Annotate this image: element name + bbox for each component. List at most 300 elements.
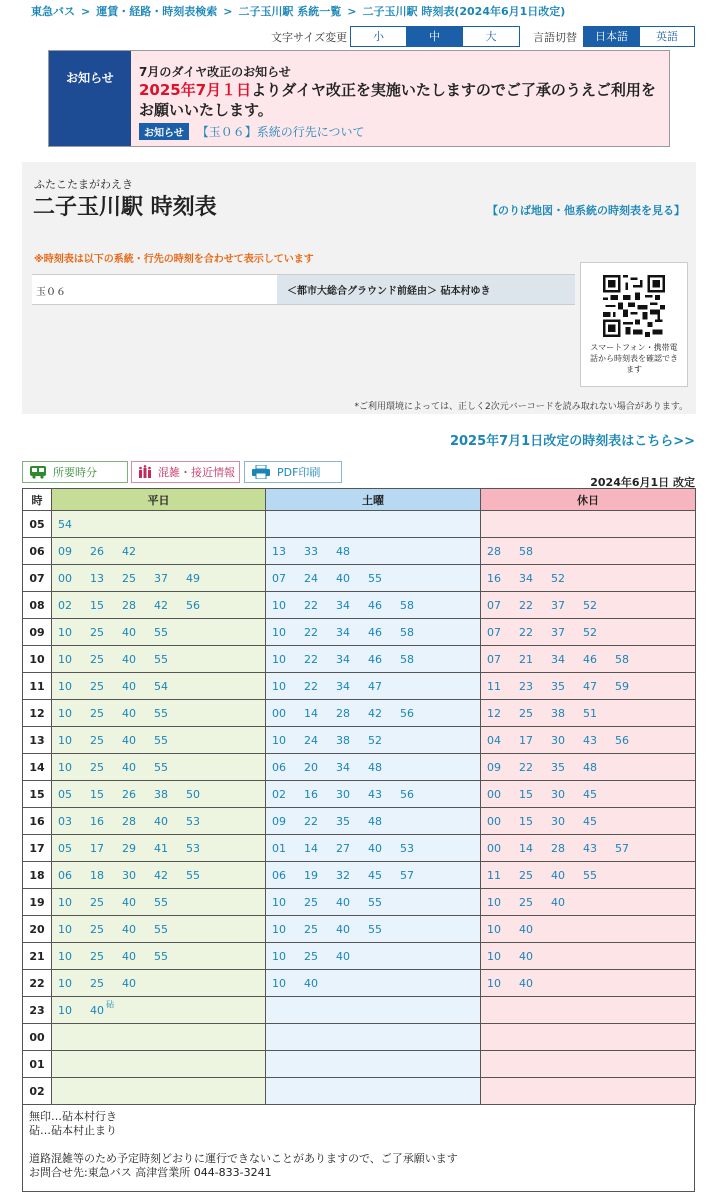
departure-minute[interactable]: 10 xyxy=(487,976,501,990)
departure-minute[interactable]: 18 xyxy=(90,868,104,882)
timetable xyxy=(22,488,696,1105)
departure-minute[interactable]: 40 xyxy=(336,571,350,585)
departure-minute[interactable]: 34 xyxy=(336,652,350,666)
table-row xyxy=(23,1051,696,1078)
departure-minute[interactable]: 00 xyxy=(487,814,501,828)
holiday-cell xyxy=(481,700,696,727)
departure-minute[interactable]: 10 xyxy=(58,1003,72,1017)
saturday-cell xyxy=(266,943,481,970)
departure-minute[interactable]: 10 xyxy=(58,760,72,774)
weekday-cell xyxy=(52,538,266,565)
departure-minute[interactable]: 56 xyxy=(400,706,414,720)
departure-minute[interactable]: 14 xyxy=(304,706,318,720)
departure-minute[interactable]: 43 xyxy=(583,733,597,747)
table-row xyxy=(23,727,696,754)
departure-minute[interactable]: 10 xyxy=(487,922,501,936)
departure-minute[interactable]: 46 xyxy=(583,652,597,666)
notice-date: 2025年7月１日 xyxy=(139,81,252,99)
departure-minute[interactable]: 10 xyxy=(487,949,501,963)
departure-minute[interactable]: 54 xyxy=(58,517,72,531)
departure-minute[interactable]: 56 xyxy=(400,787,414,801)
table-row xyxy=(23,970,696,997)
departure-minute[interactable]: 37 xyxy=(154,571,168,585)
departure-minute[interactable]: 25 xyxy=(304,895,318,909)
departure-minute[interactable]: 10 xyxy=(272,949,286,963)
departure-minute[interactable]: 47 xyxy=(368,679,382,693)
new-timetable-link[interactable]: 2025年7月1日改定の時刻表はこちら>> xyxy=(449,434,695,449)
qr-code-icon xyxy=(603,275,665,337)
departure-minute[interactable]: 04 xyxy=(487,733,501,747)
departure-minute[interactable]: 01 xyxy=(272,841,286,855)
font-size-small-button[interactable]: 小 xyxy=(351,27,407,46)
departure-minute[interactable]: 05 xyxy=(58,841,72,855)
departure-minute[interactable]: 40 xyxy=(122,922,136,936)
notice-title: 7月のダイヤ改正のお知らせ xyxy=(139,65,291,79)
departure-minute[interactable]: 55 xyxy=(154,706,168,720)
hour-cell: 21 xyxy=(23,943,52,970)
saturday-cell xyxy=(266,511,481,538)
hour-cell: 19 xyxy=(23,889,52,916)
departure-minute[interactable]: 29 xyxy=(122,841,136,855)
departure-minute[interactable]: 30 xyxy=(551,814,565,828)
departure-minute[interactable]: 40 xyxy=(122,976,136,990)
departure-minute[interactable]: 24 xyxy=(304,571,318,585)
departure-minute[interactable]: 40 xyxy=(519,949,533,963)
holiday-cell xyxy=(481,511,696,538)
chevron-right-icon: > xyxy=(81,5,91,18)
departure-minute[interactable]: 30 xyxy=(336,787,350,801)
weekday-cell xyxy=(52,943,266,970)
map-link[interactable]: 【のりば地図・他系統の時刻表を見る】 xyxy=(487,204,685,217)
departure-minute[interactable]: 10 xyxy=(272,598,286,612)
departure-minute[interactable]: 00 xyxy=(272,706,286,720)
departure-minute[interactable]: 48 xyxy=(368,760,382,774)
departure-minute[interactable]: 42 xyxy=(154,598,168,612)
departure-minute[interactable]: 10 xyxy=(58,625,72,639)
departure-minute[interactable]: 07 xyxy=(272,571,286,585)
departure-minute[interactable]: 35 xyxy=(336,814,350,828)
departure-minute[interactable]: 43 xyxy=(583,841,597,855)
departure-minute[interactable]: 40 xyxy=(336,895,350,909)
page-title: 二子玉川駅 時刻表 xyxy=(33,195,217,220)
chevron-right-icon: > xyxy=(347,5,357,18)
weekday-cell xyxy=(52,1051,266,1078)
departure-minute[interactable]: 55 xyxy=(368,895,382,909)
departure-minute[interactable]: 34 xyxy=(336,625,350,639)
departure-minute[interactable]: 38 xyxy=(336,733,350,747)
departure-minute[interactable]: 48 xyxy=(583,760,597,774)
departure-minute[interactable]: 40 xyxy=(122,949,136,963)
departure-minute[interactable]: 55 xyxy=(154,733,168,747)
departure-minute[interactable]: 06 xyxy=(58,868,72,882)
departure-minute[interactable]: 40 xyxy=(122,760,136,774)
departure-minute[interactable]: 42 xyxy=(368,706,382,720)
departure-minute[interactable]: 34 xyxy=(519,571,533,585)
departure-minute[interactable]: 26 xyxy=(90,544,104,558)
departure-minute[interactable]: 25 xyxy=(304,949,318,963)
departure-minute[interactable]: 07 xyxy=(487,652,501,666)
language-english-button[interactable]: 英語 xyxy=(640,27,694,46)
departure-minute[interactable]: 42 xyxy=(122,544,136,558)
departure-minute[interactable]: 51 xyxy=(583,706,597,720)
departure-minute[interactable]: 37 xyxy=(551,625,565,639)
weekday-cell xyxy=(52,754,266,781)
departure-minute[interactable]: 28 xyxy=(122,814,136,828)
departure-minute[interactable]: 10 xyxy=(272,679,286,693)
font-size-switcher xyxy=(350,26,520,47)
hour-cell: 00 xyxy=(23,1024,52,1051)
station-kana: ふたこたまがわえき xyxy=(34,178,133,191)
departure-minute[interactable]: 25 xyxy=(519,868,533,882)
departure-minute[interactable]: 38 xyxy=(551,706,565,720)
notice-message-text: よりダイヤ改正を実施いたしますのでご了承のうえご利用をお願いいたします。 xyxy=(139,81,656,119)
departure-minute[interactable]: 55 xyxy=(154,625,168,639)
departure-minute[interactable]: 48 xyxy=(336,544,350,558)
departure-minute[interactable]: 15 xyxy=(90,787,104,801)
departure-minute[interactable]: 02 xyxy=(58,598,72,612)
departure-minute[interactable]: 40 xyxy=(154,814,168,828)
departure-minute[interactable]: 22 xyxy=(304,814,318,828)
departure-minute[interactable]: 50 xyxy=(186,787,200,801)
departure-minute[interactable]: 40 xyxy=(336,949,350,963)
departure-minute[interactable]: 40 xyxy=(122,733,136,747)
hour-cell: 05 xyxy=(23,511,52,538)
saturday-cell xyxy=(266,1024,481,1051)
departure-minute[interactable]: 24 xyxy=(304,733,318,747)
departure-minute[interactable]: 10 xyxy=(272,733,286,747)
departure-minute[interactable]: 40 xyxy=(368,841,382,855)
font-size-large-button[interactable]: 大 xyxy=(463,27,519,46)
hour-cell: 08 xyxy=(23,592,52,619)
departure-minute[interactable]: 55 xyxy=(583,868,597,882)
departure-minute[interactable]: 25 xyxy=(90,760,104,774)
departure-minute[interactable]: 05 xyxy=(58,787,72,801)
holiday-cell xyxy=(481,673,696,700)
departure-minute[interactable]: 47 xyxy=(583,679,597,693)
departure-minute[interactable]: 28 xyxy=(122,598,136,612)
language-japanese-button[interactable]: 日本語 xyxy=(584,27,640,46)
departure-minute[interactable]: 10 xyxy=(58,922,72,936)
departure-minute[interactable]: 45 xyxy=(368,868,382,882)
holiday-cell xyxy=(481,835,696,862)
route-row xyxy=(32,274,575,305)
pdf-print-button[interactable] xyxy=(244,461,342,483)
departure-minute[interactable]: 52 xyxy=(583,598,597,612)
departure-minute[interactable]: 00 xyxy=(487,841,501,855)
departure-minute[interactable]: 15 xyxy=(90,598,104,612)
departure-minute[interactable]: 15 xyxy=(519,814,533,828)
table-row xyxy=(23,565,696,592)
departure-minute[interactable]: 33 xyxy=(304,544,318,558)
departure-minute[interactable]: 26 xyxy=(122,787,136,801)
breadcrumb-item-search[interactable]: 運賃・経路・時刻表検索 xyxy=(96,5,218,18)
departure-minute[interactable]: 59 xyxy=(615,679,629,693)
departure-minute[interactable]: 58 xyxy=(400,598,414,612)
departure-minute[interactable]: 46 xyxy=(368,625,382,639)
holiday-cell xyxy=(481,1024,696,1051)
departure-minute[interactable]: 35 xyxy=(551,760,565,774)
congestion-button[interactable] xyxy=(131,461,240,483)
saturday-cell xyxy=(266,1051,481,1078)
departure-minute[interactable]: 58 xyxy=(519,544,533,558)
holiday-cell xyxy=(481,808,696,835)
departure-minute[interactable]: 53 xyxy=(186,841,200,855)
departure-minute[interactable]: 10 xyxy=(58,895,72,909)
departure-minute[interactable]: 55 xyxy=(154,949,168,963)
departure-minute[interactable]: 23 xyxy=(519,679,533,693)
duration-button[interactable] xyxy=(22,461,128,483)
station-panel xyxy=(22,162,696,414)
notice-message xyxy=(139,80,669,120)
saturday-cell xyxy=(266,808,481,835)
departure-minute[interactable]: 48 xyxy=(368,814,382,828)
notice-badge: お知らせ xyxy=(139,123,189,140)
departure-minute[interactable]: 27 xyxy=(336,841,350,855)
departure-minute[interactable]: 10 xyxy=(487,895,501,909)
departure-minute[interactable]: 52 xyxy=(368,733,382,747)
weekday-cell xyxy=(52,592,266,619)
route-number: 玉０６ xyxy=(32,275,277,304)
departure-minute[interactable]: 03 xyxy=(58,814,72,828)
table-row xyxy=(23,592,696,619)
holiday-cell xyxy=(481,1051,696,1078)
table-row xyxy=(23,997,696,1024)
departure-minute[interactable]: 42 xyxy=(154,868,168,882)
departure-minute[interactable]: 11 xyxy=(487,679,501,693)
departure-minute[interactable]: 56 xyxy=(186,598,200,612)
departure-minute[interactable]: 55 xyxy=(154,652,168,666)
departure-minute[interactable]: 10 xyxy=(58,949,72,963)
departure-minute[interactable]: 40 xyxy=(122,652,136,666)
departure-minute[interactable]: 54 xyxy=(154,679,168,693)
departure-minute[interactable]: 55 xyxy=(154,760,168,774)
table-row xyxy=(23,511,696,538)
departure-minute[interactable]: 22 xyxy=(519,598,533,612)
hour-cell: 15 xyxy=(23,781,52,808)
departure-minute[interactable]: 56 xyxy=(615,733,629,747)
departure-minute[interactable]: 12 xyxy=(487,706,501,720)
departure-minute[interactable]: 41 xyxy=(154,841,168,855)
holiday-cell xyxy=(481,997,696,1024)
table-row xyxy=(23,862,696,889)
departure-minute[interactable]: 11 xyxy=(487,868,501,882)
weekday-cell xyxy=(52,1024,266,1051)
departure-minute[interactable]: 40 xyxy=(336,922,350,936)
departure-minute[interactable]: 25 xyxy=(90,895,104,909)
departure-minute[interactable]: 43 xyxy=(368,787,382,801)
notice-link[interactable]: 【玉０６】系統の行先について xyxy=(196,125,365,139)
departure-minute[interactable]: 57 xyxy=(615,841,629,855)
departure-minute[interactable]: 09 xyxy=(487,760,501,774)
departure-minute[interactable]: 30 xyxy=(551,787,565,801)
departure-minute[interactable]: 07 xyxy=(487,625,501,639)
departure-minute[interactable]: 06 xyxy=(272,760,286,774)
language-label: 言語切替 xyxy=(533,31,577,44)
departure-minute[interactable]: 22 xyxy=(304,679,318,693)
departure-minute[interactable]: 10 xyxy=(272,976,286,990)
departure-minute[interactable]: 10 xyxy=(58,706,72,720)
saturday-cell xyxy=(266,862,481,889)
hour-cell: 07 xyxy=(23,565,52,592)
departure-minute[interactable]: 58 xyxy=(400,625,414,639)
departure-minute[interactable]: 34 xyxy=(551,652,565,666)
departure-minute[interactable]: 37 xyxy=(551,598,565,612)
breadcrumb-item-route-list[interactable]: 二子玉川駅 系統一覧 xyxy=(238,5,342,18)
departure-minute[interactable]: 21 xyxy=(519,652,533,666)
departure-minute[interactable]: 10 xyxy=(58,976,72,990)
departure-minute[interactable]: 16 xyxy=(304,787,318,801)
departure-minute[interactable]: 13 xyxy=(90,571,104,585)
caution-text: ※時刻表は以下の系統・行先の時刻を合わせて表示しています xyxy=(34,254,314,265)
departure-minute[interactable]: 52 xyxy=(551,571,565,585)
hour-cell: 17 xyxy=(23,835,52,862)
departure-minute[interactable]: 22 xyxy=(519,625,533,639)
departure-minute[interactable]: 13 xyxy=(272,544,286,558)
weekday-cell xyxy=(52,565,266,592)
departure-minute[interactable]: 10 xyxy=(272,895,286,909)
departure-minute[interactable]: 25 xyxy=(90,733,104,747)
departure-minute[interactable]: 40 xyxy=(519,922,533,936)
departure-minute[interactable]: 38 xyxy=(154,787,168,801)
saturday-cell xyxy=(266,781,481,808)
departure-minute[interactable]: 55 xyxy=(368,922,382,936)
departure-minute[interactable]: 34 xyxy=(336,760,350,774)
holiday-cell xyxy=(481,781,696,808)
departure-minute[interactable]: 17 xyxy=(90,841,104,855)
departure-minute[interactable]: 40 xyxy=(551,895,565,909)
departure-minute[interactable]: 16 xyxy=(487,571,501,585)
hour-cell: 12 xyxy=(23,700,52,727)
departure-minute[interactable]: 55 xyxy=(154,895,168,909)
departure-minute[interactable]: 22 xyxy=(519,760,533,774)
departure-minute[interactable]: 53 xyxy=(186,814,200,828)
departure-minute[interactable]: 34 xyxy=(336,598,350,612)
terminus-mark: 砧 xyxy=(106,999,114,1009)
departure-minute[interactable]: 25 xyxy=(304,922,318,936)
departure-minute[interactable]: 25 xyxy=(90,922,104,936)
departure-minute[interactable]: 25 xyxy=(90,625,104,639)
departure-minute[interactable]: 45 xyxy=(583,787,597,801)
departure-minute[interactable]: 10 xyxy=(272,922,286,936)
departure-minute[interactable]: 10 xyxy=(58,733,72,747)
legend-line: 道路混雑等のため予定時刻どおりに運行できないことがありますので、ご了承願います xyxy=(29,1152,458,1165)
departure-minute[interactable]: 28 xyxy=(336,706,350,720)
departure-minute[interactable]: 00 xyxy=(58,571,72,585)
departure-minute[interactable]: 22 xyxy=(304,652,318,666)
font-size-medium-button[interactable]: 中 xyxy=(407,27,463,46)
departure-minute[interactable]: 40 xyxy=(519,976,533,990)
departure-minute[interactable]: 17 xyxy=(519,733,533,747)
departure-minute[interactable]: 25 xyxy=(519,706,533,720)
departure-minute[interactable]: 09 xyxy=(272,814,286,828)
holiday-cell xyxy=(481,889,696,916)
departure-minute[interactable]: 25 xyxy=(90,652,104,666)
departure-minute[interactable]: 40 xyxy=(122,679,136,693)
saturday-cell xyxy=(266,916,481,943)
departure-minute[interactable]: 30 xyxy=(551,733,565,747)
departure-minute[interactable]: 57 xyxy=(400,868,414,882)
departure-minute[interactable]: 00 xyxy=(487,787,501,801)
departure-minute[interactable]: 28 xyxy=(551,841,565,855)
departure-minute[interactable]: 19 xyxy=(304,868,318,882)
departure-minute[interactable]: 58 xyxy=(615,652,629,666)
language-switcher xyxy=(583,26,695,47)
departure-minute[interactable]: 52 xyxy=(583,625,597,639)
hour-cell: 02 xyxy=(23,1078,52,1105)
hour-cell: 22 xyxy=(23,970,52,997)
departure-minute[interactable]: 46 xyxy=(368,652,382,666)
weekday-cell xyxy=(52,619,266,646)
departure-minute[interactable]: 40 xyxy=(122,625,136,639)
departure-minute[interactable]: 02 xyxy=(272,787,286,801)
departure-minute[interactable]: 40 砧 xyxy=(90,999,114,1017)
departure-minute[interactable]: 09 xyxy=(58,544,72,558)
weekday-cell xyxy=(52,835,266,862)
legend xyxy=(22,1104,695,1192)
departure-minute[interactable]: 55 xyxy=(186,868,200,882)
hour-cell: 14 xyxy=(23,754,52,781)
weekday-cell xyxy=(52,673,266,700)
breadcrumb-item-tokyu-bus[interactable]: 東急バス xyxy=(31,5,75,18)
duration-button-label: 所要時分 xyxy=(53,466,97,479)
table-row xyxy=(23,781,696,808)
departure-minute[interactable]: 22 xyxy=(304,598,318,612)
departure-minute[interactable]: 22 xyxy=(304,625,318,639)
departure-minute[interactable]: 35 xyxy=(551,679,565,693)
departure-minute[interactable]: 25 xyxy=(90,706,104,720)
departure-minute[interactable]: 25 xyxy=(90,949,104,963)
departure-minute[interactable]: 10 xyxy=(58,652,72,666)
departure-minute[interactable]: 30 xyxy=(122,868,136,882)
departure-minute[interactable]: 14 xyxy=(304,841,318,855)
table-row xyxy=(23,646,696,673)
departure-minute[interactable]: 58 xyxy=(400,652,414,666)
departure-minute[interactable]: 40 xyxy=(122,895,136,909)
departure-minute[interactable]: 32 xyxy=(336,868,350,882)
departure-minute[interactable]: 25 xyxy=(90,679,104,693)
departure-minute[interactable]: 55 xyxy=(154,922,168,936)
departure-minute[interactable]: 40 xyxy=(304,976,318,990)
saturday-cell xyxy=(266,565,481,592)
departure-minute[interactable]: 10 xyxy=(58,679,72,693)
chevron-right-icon: > xyxy=(223,5,233,18)
departure-minute[interactable]: 06 xyxy=(272,868,286,882)
departure-minute[interactable]: 16 xyxy=(90,814,104,828)
departure-minute[interactable]: 40 xyxy=(551,868,565,882)
departure-minute[interactable]: 53 xyxy=(400,841,414,855)
holiday-cell xyxy=(481,970,696,997)
departure-minute[interactable]: 49 xyxy=(186,571,200,585)
departure-minute[interactable]: 25 xyxy=(90,976,104,990)
departure-minute[interactable]: 28 xyxy=(487,544,501,558)
departure-minute[interactable]: 10 xyxy=(272,652,286,666)
departure-minute[interactable]: 25 xyxy=(519,895,533,909)
departure-minute[interactable]: 55 xyxy=(368,571,382,585)
departure-minute[interactable]: 07 xyxy=(487,598,501,612)
departure-minute[interactable]: 20 xyxy=(304,760,318,774)
departure-minute[interactable]: 46 xyxy=(368,598,382,612)
table-row xyxy=(23,943,696,970)
departure-minute[interactable]: 10 xyxy=(272,625,286,639)
departure-minute[interactable]: 34 xyxy=(336,679,350,693)
departure-minute[interactable]: 15 xyxy=(519,787,533,801)
departure-minute[interactable]: 25 xyxy=(122,571,136,585)
departure-minute[interactable]: 45 xyxy=(583,814,597,828)
hour-cell: 06 xyxy=(23,538,52,565)
saturday-header: 土曜 xyxy=(266,489,481,511)
departure-minute[interactable]: 40 xyxy=(122,706,136,720)
departure-minute[interactable]: 14 xyxy=(519,841,533,855)
